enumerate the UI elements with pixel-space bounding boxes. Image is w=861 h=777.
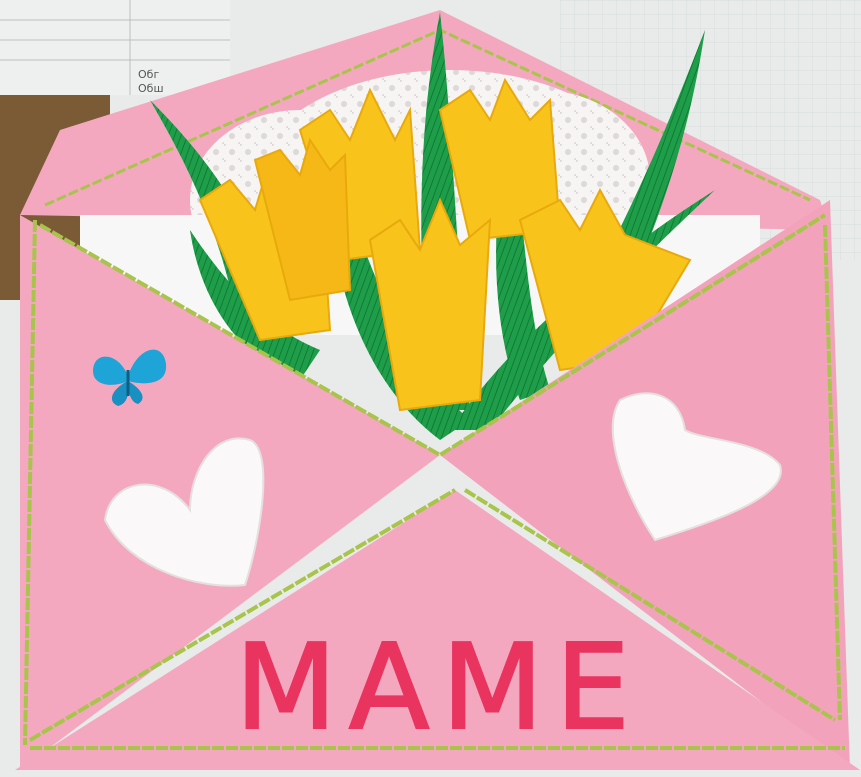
printed-sheet (0, 0, 230, 95)
card-caption: МАМЕ (235, 618, 642, 756)
printed-fragment: Обш (138, 82, 164, 95)
printed-fragment: Обг (138, 68, 160, 81)
